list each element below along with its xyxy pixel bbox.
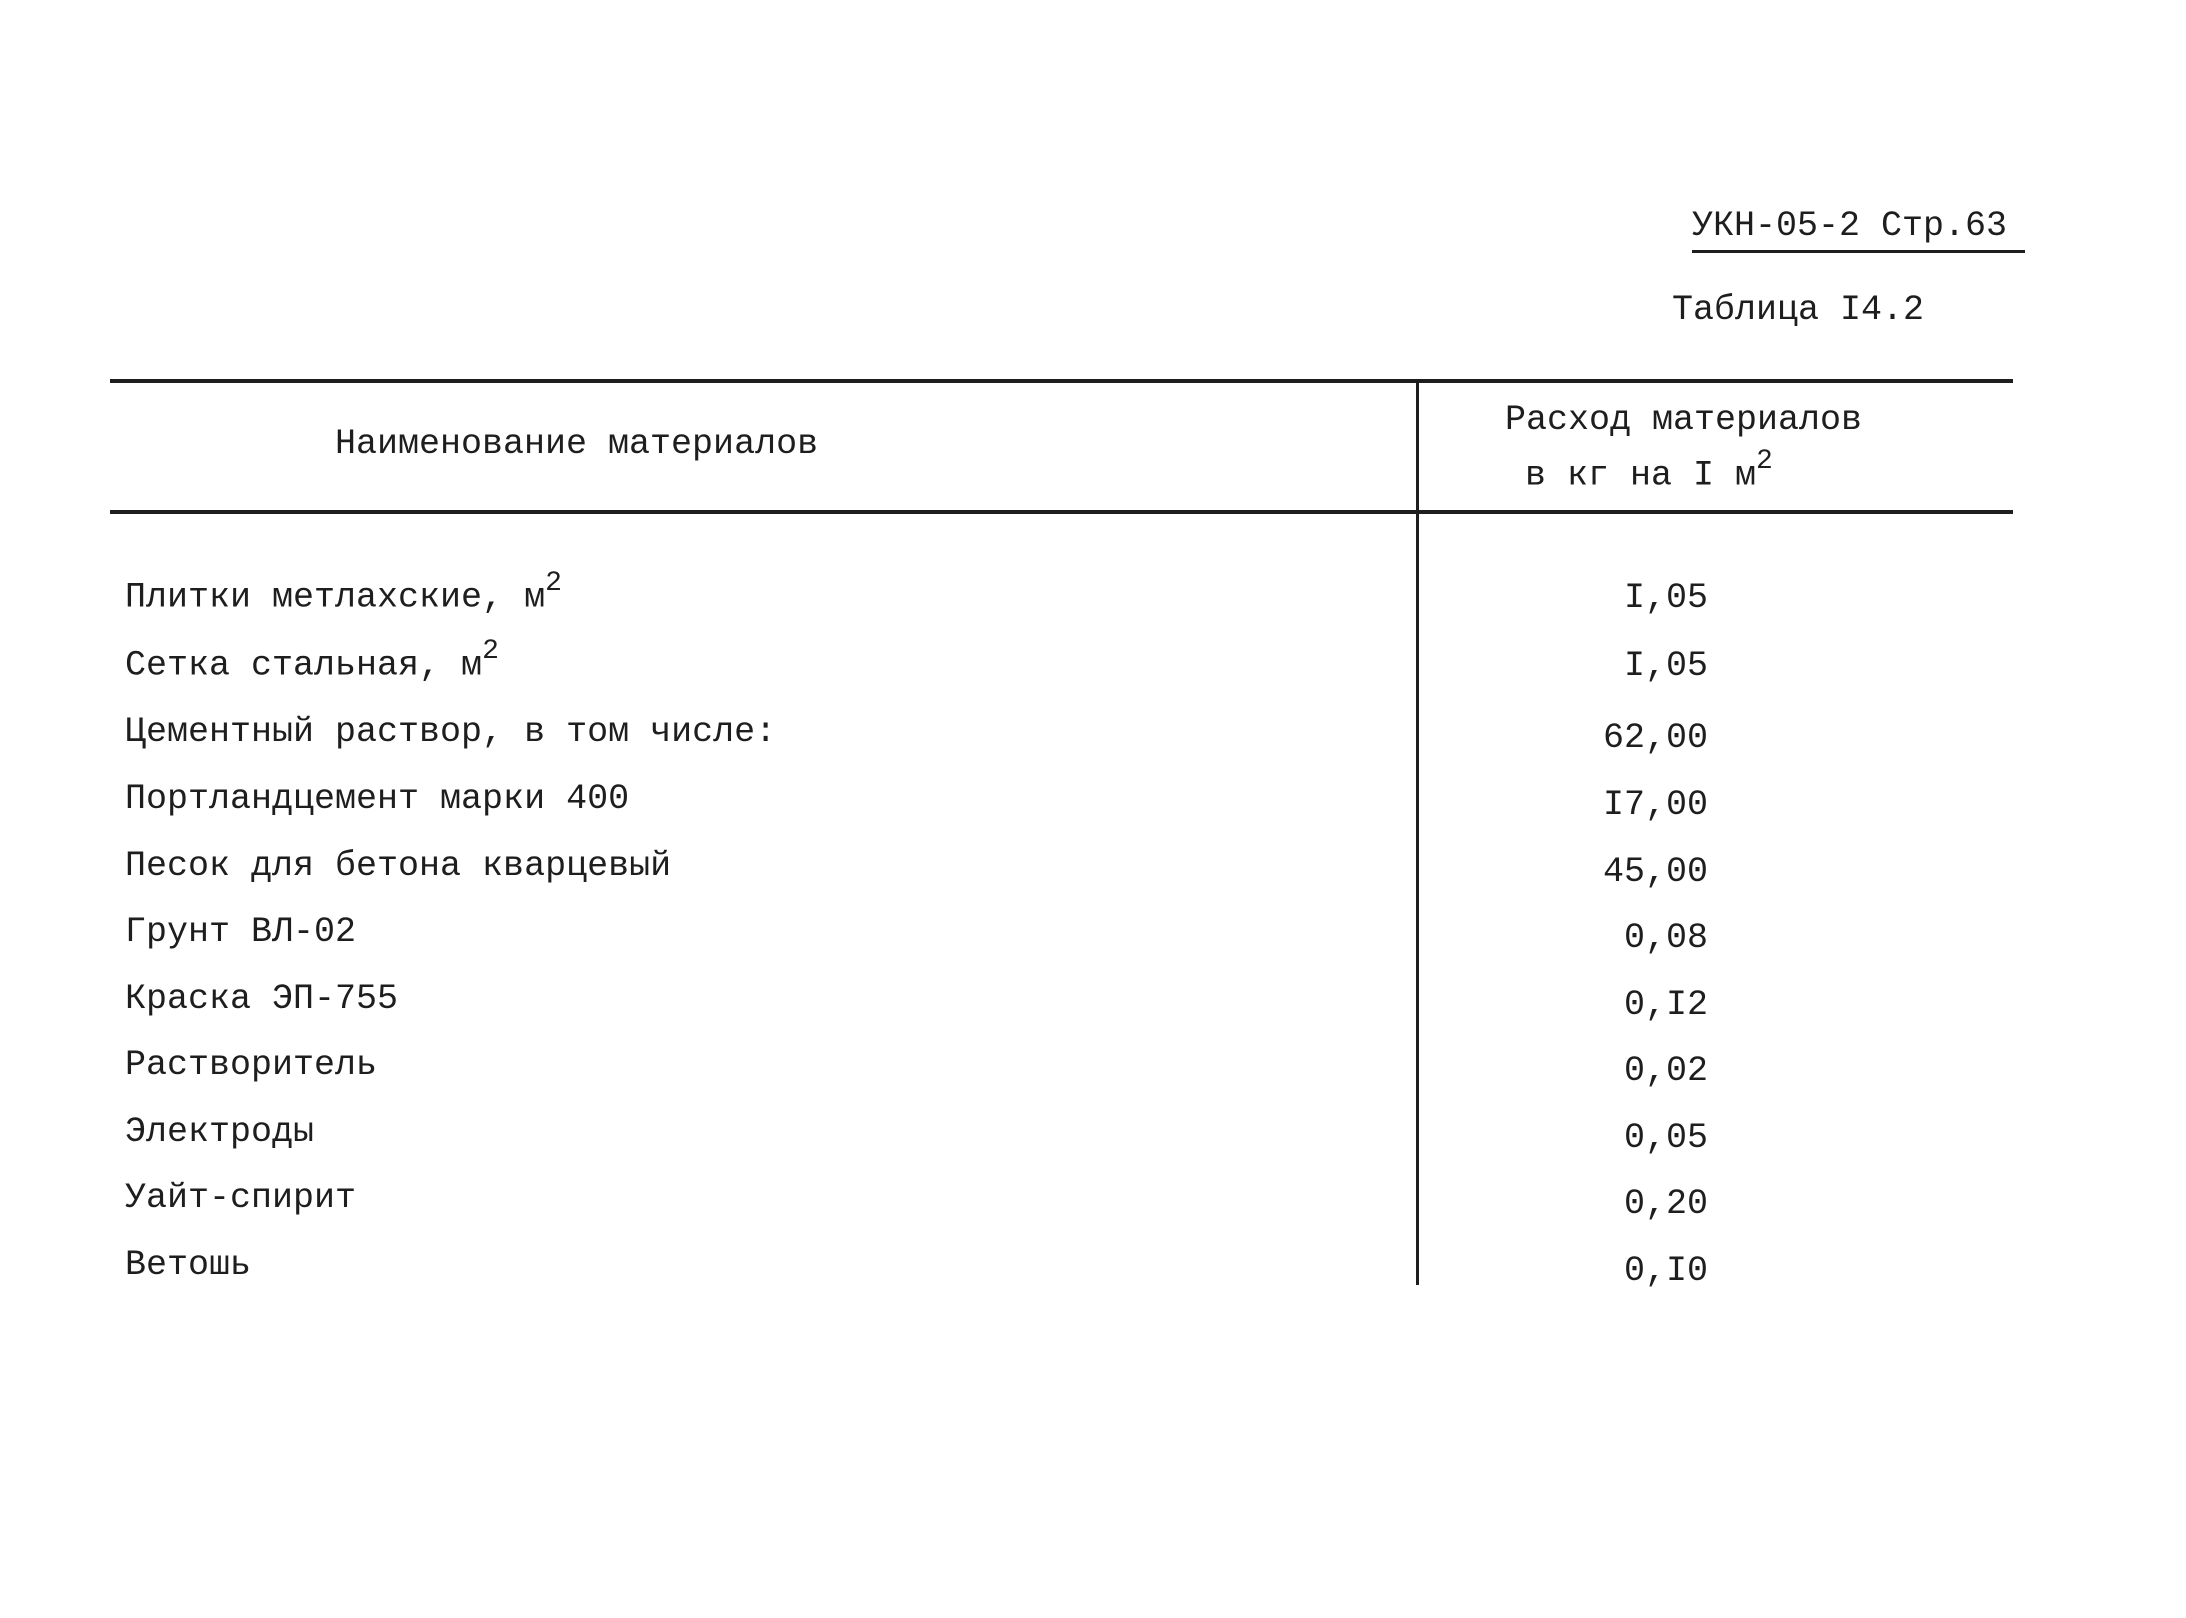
table-row <box>0 1112 2186 1172</box>
material-name-text: Песок для бетона кварцевый <box>125 846 672 886</box>
table-row <box>0 1245 2186 1305</box>
table-title: Таблица I4.2 <box>1672 290 1925 330</box>
table-row <box>0 1045 2186 1105</box>
unit-exponent: 2 <box>482 636 499 667</box>
material-name-text: Электроды <box>125 1112 315 1152</box>
material-name-text: Портландцемент марки 400 <box>125 779 630 819</box>
material-name <box>125 1178 356 1218</box>
material-consumption: 0,20 <box>1623 1184 1708 1224</box>
column-header-unit-exponent: 2 <box>1756 446 1773 477</box>
material-name-text: Плитки метлахские, м <box>125 577 546 618</box>
material-consumption: 0,08 <box>1623 918 1708 958</box>
material-name <box>125 568 562 618</box>
document-code: УКН-05-2 Стр.63 <box>1692 206 2025 253</box>
material-name <box>125 1045 377 1085</box>
material-name <box>125 779 629 819</box>
table-row <box>0 912 2186 972</box>
material-name <box>125 979 398 1019</box>
material-consumption: 45,00 <box>1602 852 1708 892</box>
material-name <box>125 912 356 952</box>
column-header-consumption-unit: в кг на I м <box>1525 455 1757 496</box>
material-consumption: 0,02 <box>1623 1051 1708 1091</box>
material-consumption: 0,I2 <box>1623 985 1708 1025</box>
material-consumption: I7,00 <box>1602 785 1708 825</box>
table-row <box>0 568 2186 632</box>
table-row <box>0 779 2186 839</box>
material-name-text: Грунт ВЛ-02 <box>125 912 357 952</box>
material-name-text: Сетка стальная, м <box>125 645 483 686</box>
material-name-text: Краска ЭП-755 <box>125 979 399 1019</box>
material-consumption: 0,I0 <box>1623 1251 1708 1291</box>
column-header-consumption-line2 <box>1505 443 1862 499</box>
material-name <box>125 1112 314 1152</box>
table-row <box>0 1178 2186 1238</box>
material-name <box>125 846 671 886</box>
material-name-text: Растворитель <box>125 1045 378 1085</box>
material-name-text: Уайт-спирит <box>125 1178 357 1218</box>
column-header-consumption-line1: Расход материалов <box>1505 400 1863 440</box>
table-row <box>0 846 2186 906</box>
material-consumption: I,05 <box>1623 578 1708 618</box>
material-consumption: 0,05 <box>1623 1118 1708 1158</box>
material-consumption: 62,00 <box>1602 718 1708 758</box>
material-consumption: I,05 <box>1623 646 1708 686</box>
unit-exponent: 2 <box>545 568 562 599</box>
column-header-consumption <box>1505 397 1862 499</box>
material-name-text: Ветошь <box>125 1245 252 1285</box>
table-row <box>0 979 2186 1039</box>
material-name <box>125 636 499 686</box>
column-header-material-name: Наименование материалов <box>335 424 819 464</box>
material-name <box>125 1245 251 1285</box>
table-top-rule <box>110 379 2013 383</box>
material-name-text: Цементный раствор, в том числе: <box>125 712 777 752</box>
material-name <box>125 712 776 752</box>
table-row <box>0 636 2186 700</box>
table-row <box>0 712 2186 772</box>
table-header-rule <box>110 510 2013 514</box>
